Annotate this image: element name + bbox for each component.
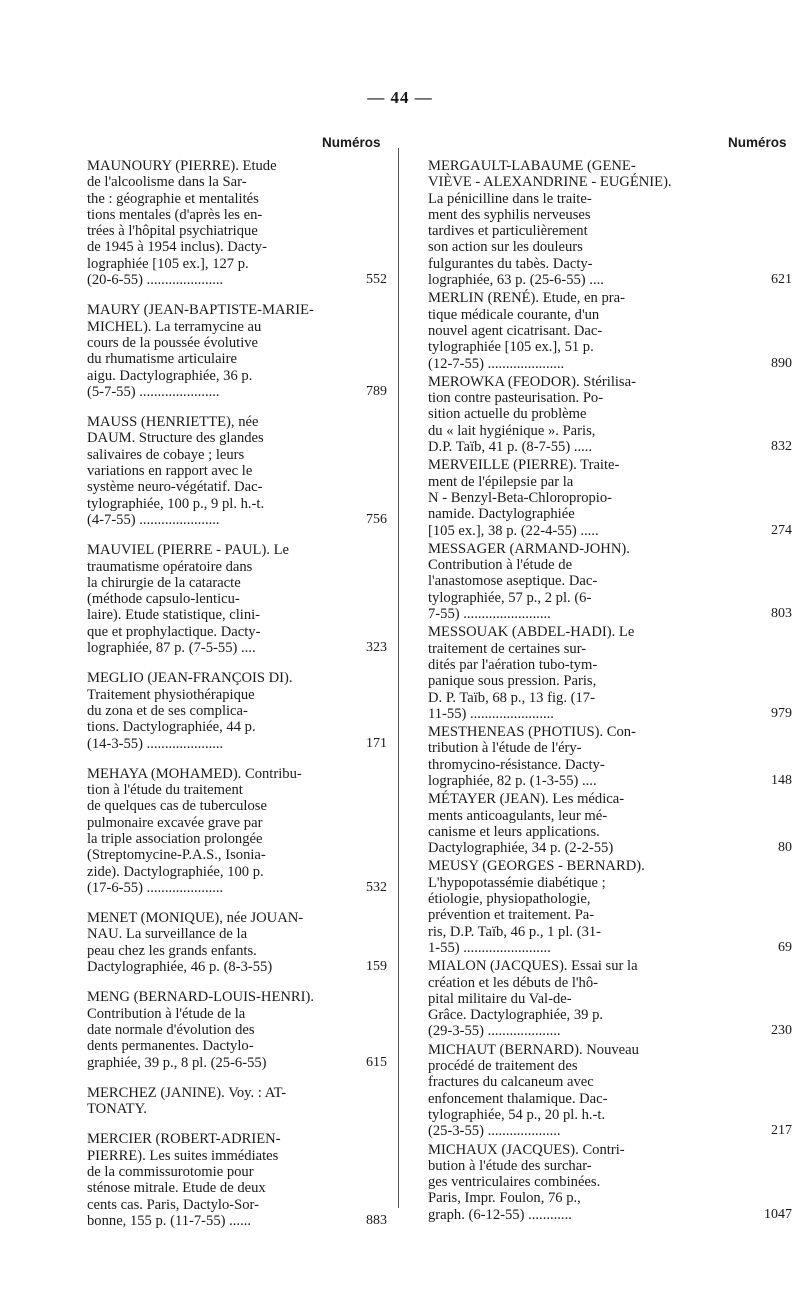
bibliography-entry <box>428 158 792 289</box>
entry-line: système neuro-végétatif. Dac- <box>87 479 263 496</box>
entry-line: que et prophylactique. Dacty- <box>87 623 261 640</box>
entry-number: 148 <box>771 772 792 788</box>
entry-line: Dactylographiée, 34 p. (2-2-55) <box>428 840 614 857</box>
bibliography-entry <box>428 1141 792 1223</box>
entry-line: lographiée [105 ex.], 127 p. <box>87 255 249 272</box>
bibliography-entry <box>428 858 792 956</box>
entry-line: du zona et de ses complica- <box>87 702 248 719</box>
entry-line: graph. (6-12-55) ............ <box>428 1206 572 1223</box>
bibliography-entry <box>87 766 387 896</box>
entry-line: ges ventriculaires combinées. <box>428 1174 601 1191</box>
entry-line: création et les débuts de l'hô- <box>428 974 598 991</box>
entry-line: (29-3-55) .................... <box>428 1023 561 1040</box>
entry-line: PIERRE). Les suites immédiates <box>87 1147 279 1164</box>
entry-number: 621 <box>771 272 792 288</box>
entry-number: 803 <box>771 606 792 622</box>
entry-number: 979 <box>771 705 792 721</box>
entry-line: tylographiée, 100 p., 9 pl. h.-t. <box>87 495 265 512</box>
entry-line: pulmonaire excavée grave par <box>87 814 263 831</box>
entry-line: variations en rapport avec le <box>87 463 253 480</box>
entry-line: Grâce. Dactylographiée, 39 p. <box>428 1007 604 1024</box>
entry-line: bonne, 155 p. (11-7-55) ...... <box>87 1212 252 1229</box>
entry-line: D.P. Taïb, 41 p. (8-7-55) ..... <box>428 439 593 456</box>
entry-line: D. P. Taïb, 68 p., 13 fig. (17- <box>428 689 595 706</box>
entry-line: MIALON (JACQUES). Essai sur la <box>428 958 638 975</box>
bibliography-entry <box>428 958 792 1040</box>
right-column-header: Numéros <box>728 135 787 150</box>
entry-line: de l'alcoolisme dans la Sar- <box>87 174 247 191</box>
entry-line: NAU. La surveillance de la <box>87 926 248 943</box>
bibliography-entry <box>428 724 792 789</box>
entry-line: (20-6-55) ..................... <box>87 272 224 289</box>
entry-line: Contribution à l'étude de <box>428 557 573 574</box>
entry-line: MICHAUX (JACQUES). Contri- <box>428 1141 625 1158</box>
entry-line: la chirurgie de la cataracte <box>87 574 241 591</box>
bibliography-entry <box>428 791 792 857</box>
entry-line: MICHAUT (BERNARD). Nouveau <box>428 1041 639 1058</box>
entry-line: MEGLIO (JEAN-FRANÇOIS DI). <box>87 670 293 687</box>
entry-line: lographiée, 63 p. (25-6-55) .... <box>428 272 604 289</box>
entry-line: L'hypopotassémie diabétique ; <box>428 874 606 891</box>
entry-line: MAUNOURY (PIERRE). Etude <box>87 158 277 174</box>
entry-number: 1047 <box>764 1206 792 1222</box>
entry-line: ments anticoagulants, leur mé- <box>428 807 608 824</box>
entry-line: MERVEILLE (PIERRE). Traite- <box>428 457 620 474</box>
entry-number: 532 <box>366 879 387 895</box>
entry-line: MÉTAYER (JEAN). Les médica- <box>428 791 625 808</box>
entry-number: 756 <box>366 511 387 527</box>
page-number: — 44 — <box>367 88 433 107</box>
entry-line: tion à l'étude du traitement <box>87 782 243 799</box>
entry-line: pital militaire du Val-de- <box>428 990 572 1007</box>
entry-line: son action sur les douleurs <box>428 239 583 256</box>
entry-line: de 1945 à 1954 inclus). Dacty- <box>87 239 267 256</box>
entry-line: de la commissurotomie pour <box>87 1164 254 1181</box>
entry-line: (12-7-55) ..................... <box>428 355 565 372</box>
entry-number: 69 <box>778 939 792 955</box>
entry-line: traitement de certaines sur- <box>428 640 587 657</box>
entry-line: ment de l'épilepsie par la <box>428 473 574 490</box>
entry-line: VIÈVE - ALEXANDRINE - EUGÉNIE). <box>428 174 672 191</box>
bibliography-entry <box>87 542 387 656</box>
left-column-header: Numéros <box>322 135 381 150</box>
entry-line: trées à l'hôpital psychiatrique <box>87 223 258 240</box>
entry-line: canisme et leurs applications. <box>428 823 600 840</box>
entry-number: 890 <box>771 355 792 371</box>
entry-line: MESTHENEAS (PHOTIUS). Con- <box>428 724 636 741</box>
entry-line: MAUVIEL (PIERRE - PAUL). Le <box>87 542 289 559</box>
entry-line: namide. Dactylographiée <box>428 506 575 523</box>
entry-line: 7-55) ........................ <box>428 606 551 623</box>
entry-line: la triple association prolongée <box>87 830 263 847</box>
entry-line: graphiée, 39 p., 8 pl. (25-6-55) <box>87 1054 267 1071</box>
entry-line: MERLIN (RENÉ). Etude, en pra- <box>428 290 625 307</box>
entry-line: prévention et traitement. Pa- <box>428 907 595 924</box>
entry-number: 789 <box>366 383 387 399</box>
entry-line: fractures du calcaneum avec <box>428 1074 594 1091</box>
entry-line: MERGAULT-LABAUME (GENE- <box>428 158 636 174</box>
entry-line: (17-6-55) ..................... <box>87 879 224 896</box>
bibliography-entry <box>87 414 387 528</box>
entry-number: 217 <box>771 1123 792 1139</box>
entry-number: 832 <box>771 439 792 455</box>
entry-line: tylographiée, 54 p., 20 pl. h.-t. <box>428 1106 606 1123</box>
entry-line: MAURY (JEAN-BAPTISTE-MARIE- <box>87 302 314 319</box>
entry-number: 80 <box>778 840 792 856</box>
entry-line: MERCHEZ (JANINE). Voy. : AT- <box>87 1084 287 1101</box>
entry-line: La pénicilline dans le traite- <box>428 190 592 207</box>
entry-line: [105 ex.], 38 p. (22-4-55) ..... <box>428 522 599 539</box>
entry-line: tardives et particulièrement <box>428 223 588 240</box>
bibliography-entry <box>87 910 387 975</box>
entry-line: panique sous pression. Paris, <box>428 673 597 690</box>
entry-line: MENG (BERNARD-LOUIS-HENRI). <box>87 989 314 1006</box>
entry-number: 230 <box>771 1023 792 1039</box>
entry-number: 883 <box>366 1212 387 1228</box>
entry-line: laire). Etude statistique, clini- <box>87 607 261 624</box>
entry-line: tique médicale courante, d'un <box>428 306 600 323</box>
entry-line: ris, D.P. Taïb, 46 p., 1 pl. (31- <box>428 923 602 940</box>
entry-line: sition actuelle du problème <box>428 406 587 423</box>
entry-number: 159 <box>366 959 387 975</box>
entry-line: sténose mitrale. Etude de deux <box>87 1180 266 1197</box>
entry-line: tribution à l'étude de l'éry- <box>428 740 582 757</box>
entry-line: Contribution à l'étude de la <box>87 1005 246 1022</box>
entry-line: étiologie, physiopathologie, <box>428 891 591 908</box>
entry-line: tylographiée [105 ex.], 51 p. <box>428 339 594 356</box>
entry-line: fulgurantes du tabès. Dacty- <box>428 255 593 272</box>
entry-line: enfoncement thalamique. Dac- <box>428 1090 608 1107</box>
entry-number: 552 <box>366 272 387 288</box>
entry-line: Dactylographiée, 46 p. (8-3-55) <box>87 959 273 976</box>
entry-line: aigu. Dactylographiée, 36 p. <box>87 367 253 384</box>
entry-line: thromycino-résistance. Dacty- <box>428 756 605 773</box>
entry-line: tylographiée, 57 p., 2 pl. (6- <box>428 589 592 606</box>
entry-line: lographiée, 87 p. (7-5-55) .... <box>87 640 256 657</box>
entry-line: MERCIER (ROBERT-ADRIEN- <box>87 1131 281 1148</box>
entry-line: MESSAGER (ARMAND-JOHN). <box>428 540 630 557</box>
right-column <box>428 158 792 1225</box>
entry-line: (Streptomycine-P.A.S., Isonia- <box>87 847 266 864</box>
entry-line: (5-7-55) ...................... <box>87 383 220 400</box>
bibliography-entry <box>428 373 792 456</box>
entry-line: ment des syphilis nerveuses <box>428 206 591 223</box>
entry-number: 171 <box>366 735 387 751</box>
entry-line: N - Benzyl-Beta-Chloropropio- <box>428 489 612 506</box>
entry-line: MAUSS (HENRIETTE), née <box>87 414 259 431</box>
entry-line: lographiée, 82 p. (1-3-55) .... <box>428 772 597 789</box>
entry-line: Traitement physiothérapique <box>87 686 255 703</box>
entry-number: 323 <box>366 640 387 656</box>
entry-line: (4-7-55) ...................... <box>87 511 220 528</box>
bibliography-entry <box>87 302 387 400</box>
entry-line: nouvel agent cicatrisant. Dac- <box>428 322 603 339</box>
entry-line: MICHEL). La terramycine au <box>87 318 262 335</box>
entry-line: du rhumatisme articulaire <box>87 351 237 368</box>
entry-line: procédé de traitement des <box>428 1058 578 1075</box>
bibliography-entry <box>87 158 387 288</box>
entry-line: 1-55) ........................ <box>428 939 551 956</box>
bibliography-entry <box>428 1041 792 1140</box>
entry-line: l'anastomose aseptique. Dac- <box>428 573 598 590</box>
entry-line: (25-3-55) .................... <box>428 1123 561 1140</box>
entry-line: Paris, Impr. Foulon, 76 p., <box>428 1190 581 1207</box>
entry-line: DAUM. Structure des glandes <box>87 430 264 447</box>
entry-line: the : géographie et mentalités <box>87 190 259 207</box>
entry-line: cents cas. Paris, Dactylo-Sor- <box>87 1196 259 1213</box>
entry-line: zide). Dactylographiée, 100 p. <box>87 863 264 880</box>
entry-number: 274 <box>771 522 792 538</box>
left-column <box>87 158 387 1243</box>
bibliography-entry <box>428 624 792 722</box>
entry-line: dents permanentes. Dactylo- <box>87 1038 254 1055</box>
entry-line: date normale d'évolution des <box>87 1021 255 1038</box>
entry-line: MENET (MONIQUE), née JOUAN- <box>87 910 304 927</box>
entry-line: TONATY. <box>87 1101 147 1118</box>
bibliography-entry <box>428 457 792 539</box>
entry-line: MEUSY (GEORGES - BERNARD). <box>428 858 645 875</box>
bibliography-entry <box>87 1131 387 1229</box>
entry-line: peau chez les grands enfants. <box>87 942 257 959</box>
entry-line: tion contre pasteurisation. Po- <box>428 390 604 407</box>
entry-line: traumatisme opératoire dans <box>87 558 253 575</box>
entry-line: MEROWKA (FEODOR). Stérilisa- <box>428 373 636 390</box>
entry-line: tions mentales (d'après les en- <box>87 206 263 223</box>
entry-line: dités par l'aération tubo-tym- <box>428 656 598 673</box>
entry-line: (14-3-55) ..................... <box>87 735 224 752</box>
entry-line: du « lait hygiénique ». Paris, <box>428 422 596 439</box>
entry-line: tions. Dactylographiée, 44 p. <box>87 719 256 736</box>
entry-line: MEHAYA (MOHAMED). Contribu- <box>87 765 302 782</box>
entry-number: 615 <box>366 1054 387 1070</box>
entry-line: de quelques cas de tuberculose <box>87 798 267 815</box>
column-divider <box>398 148 399 1208</box>
bibliography-entry <box>428 540 792 623</box>
entry-line: cours de la poussée évolutive <box>87 334 259 351</box>
entry-line: (méthode capsulo-lenticu- <box>87 591 240 608</box>
bibliography-entry <box>428 290 792 372</box>
bibliography-entry <box>87 670 387 751</box>
bibliography-entry <box>87 989 387 1070</box>
entry-line: MESSOUAK (ABDEL-HADI). Le <box>428 624 635 641</box>
bibliography-entry <box>87 1085 387 1118</box>
entry-line: 11-55) ....................... <box>428 705 554 722</box>
entry-line: bution à l'étude des surchar- <box>428 1157 592 1174</box>
entry-line: salivaires de cobaye ; leurs <box>87 446 245 463</box>
